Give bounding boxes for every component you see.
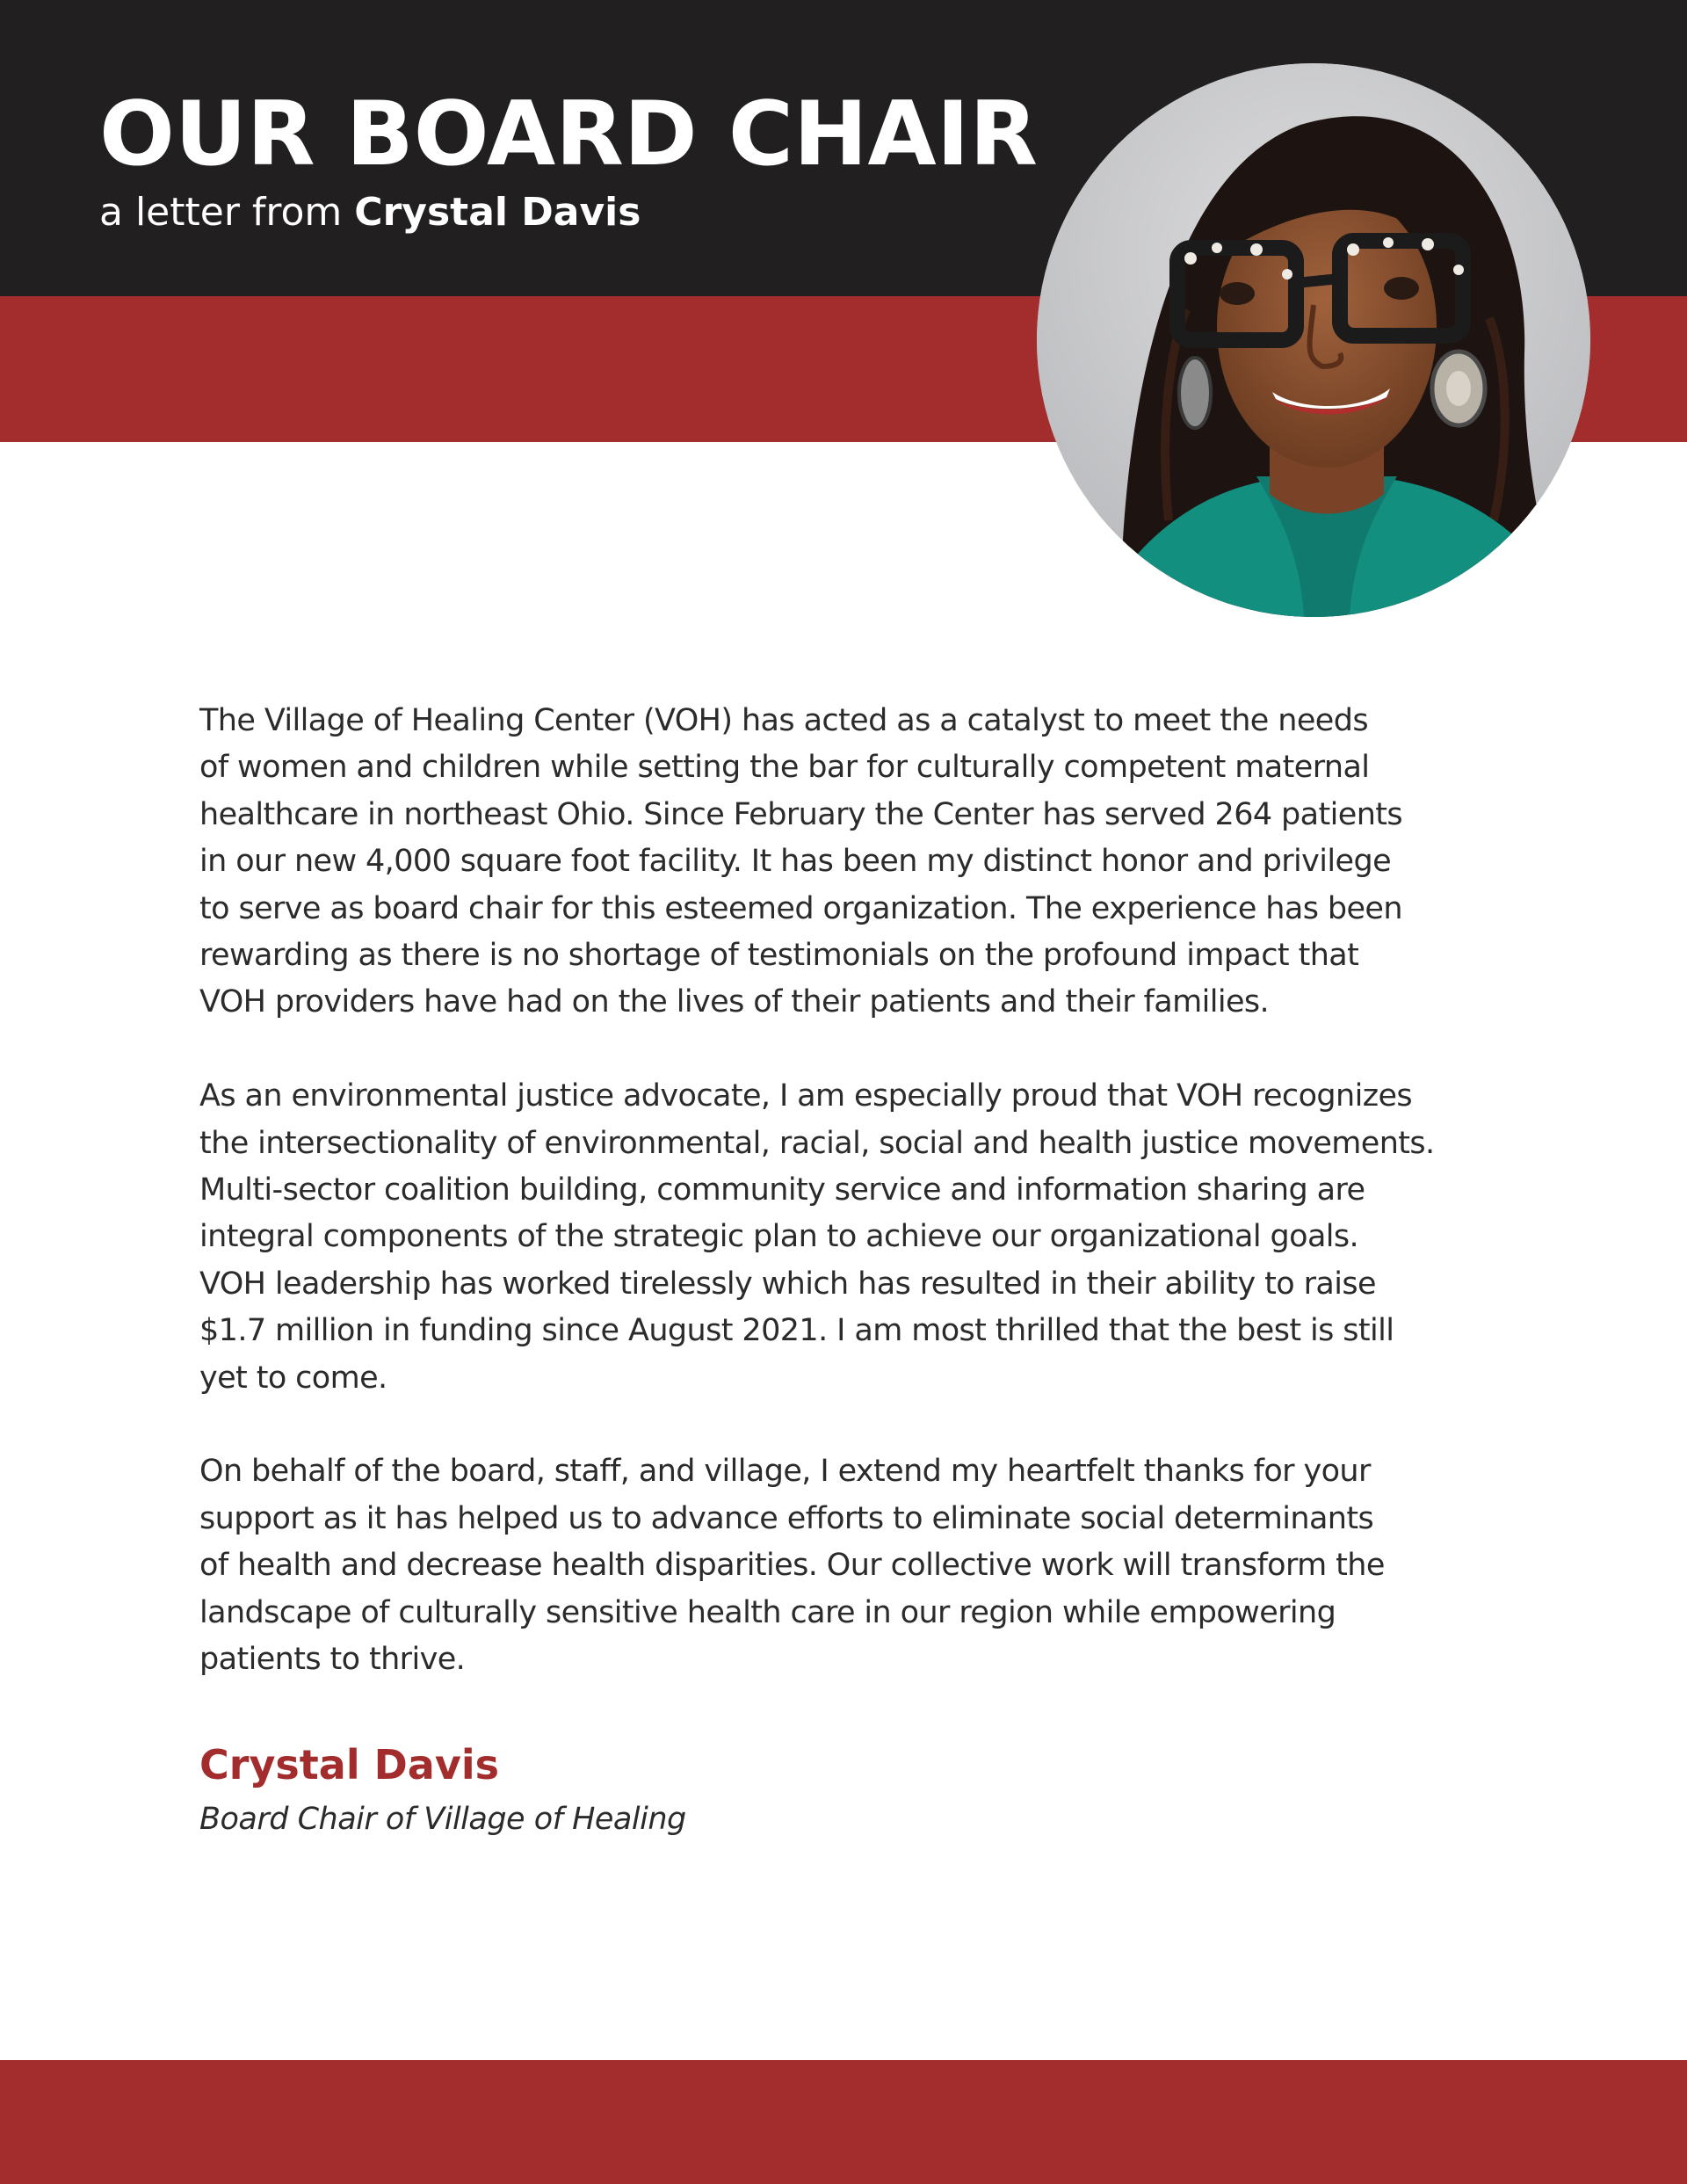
text-line: support as it has helped us to advance efforts to eliminate social determinants [199, 1500, 1374, 1536]
text-line: to serve as board chair for this esteemed organization. The experience has been [199, 890, 1402, 926]
text-line: in our new 4,000 square foot facility. It has been my distinct honor and privilege [199, 844, 1392, 880]
text-line: VOH leadership has worked tirelessly which has resulted in their ability to raise [199, 1266, 1376, 1302]
page-title: OUR BOARD CHAIR [99, 82, 1039, 185]
board-chair-portrait [1037, 63, 1590, 617]
text-line: VOH providers have had on the lives of their patients and their families. [199, 984, 1270, 1020]
text-line: As an environmental justice advocate, I am especially proud that VOH recognizes [199, 1078, 1413, 1114]
signature-title: Board Chair of Village of Healing [199, 1802, 686, 1837]
text-line: of women and children while setting the bar for culturally competent maternal [199, 750, 1370, 786]
text-line: the intersectionality of environmental, racial, social and health justice movements. [199, 1125, 1435, 1161]
text-line: Multi-sector coalition building, community service and information sharing are [199, 1172, 1365, 1208]
text-line: integral components of the strategic plan to achieve our organizational goals. [199, 1219, 1359, 1255]
text-line: On behalf of the board, staff, and village, I extend my heartfelt thanks for your [199, 1454, 1371, 1490]
signature-name: Crystal Davis [199, 1741, 499, 1789]
text-line: healthcare in northeast Ohio. Since February the Center has served 264 patients [199, 796, 1403, 832]
text-line: rewarding as there is no shortage of testimonials on the profound impact that [199, 938, 1359, 974]
letter-body [199, 698, 1500, 1731]
text-line: patients to thrive. [199, 1642, 466, 1678]
subtitle-author-name: Crystal Davis [354, 190, 641, 235]
subtitle-prefix: a letter from [99, 190, 343, 235]
text-line: yet to come. [199, 1360, 387, 1396]
subtitle [99, 186, 641, 239]
text-line: of health and decrease health disparities. Our collective work will transform the [199, 1548, 1385, 1584]
letter-paragraph-3 [199, 1448, 1500, 1683]
footer-red-band [0, 2060, 1687, 2184]
letter-paragraph-2 [199, 1073, 1500, 1402]
portrait-illustration [1037, 63, 1590, 617]
text-line: $1.7 million in funding since August 2021. I am most thrilled that the best is still [199, 1313, 1394, 1349]
text-line: landscape of culturally sensitive health care in our region while empowering [199, 1594, 1336, 1630]
text-line: The Village of Healing Center (VOH) has acted as a catalyst to meet the needs [199, 703, 1368, 738]
letter-paragraph-1 [199, 698, 1500, 1027]
